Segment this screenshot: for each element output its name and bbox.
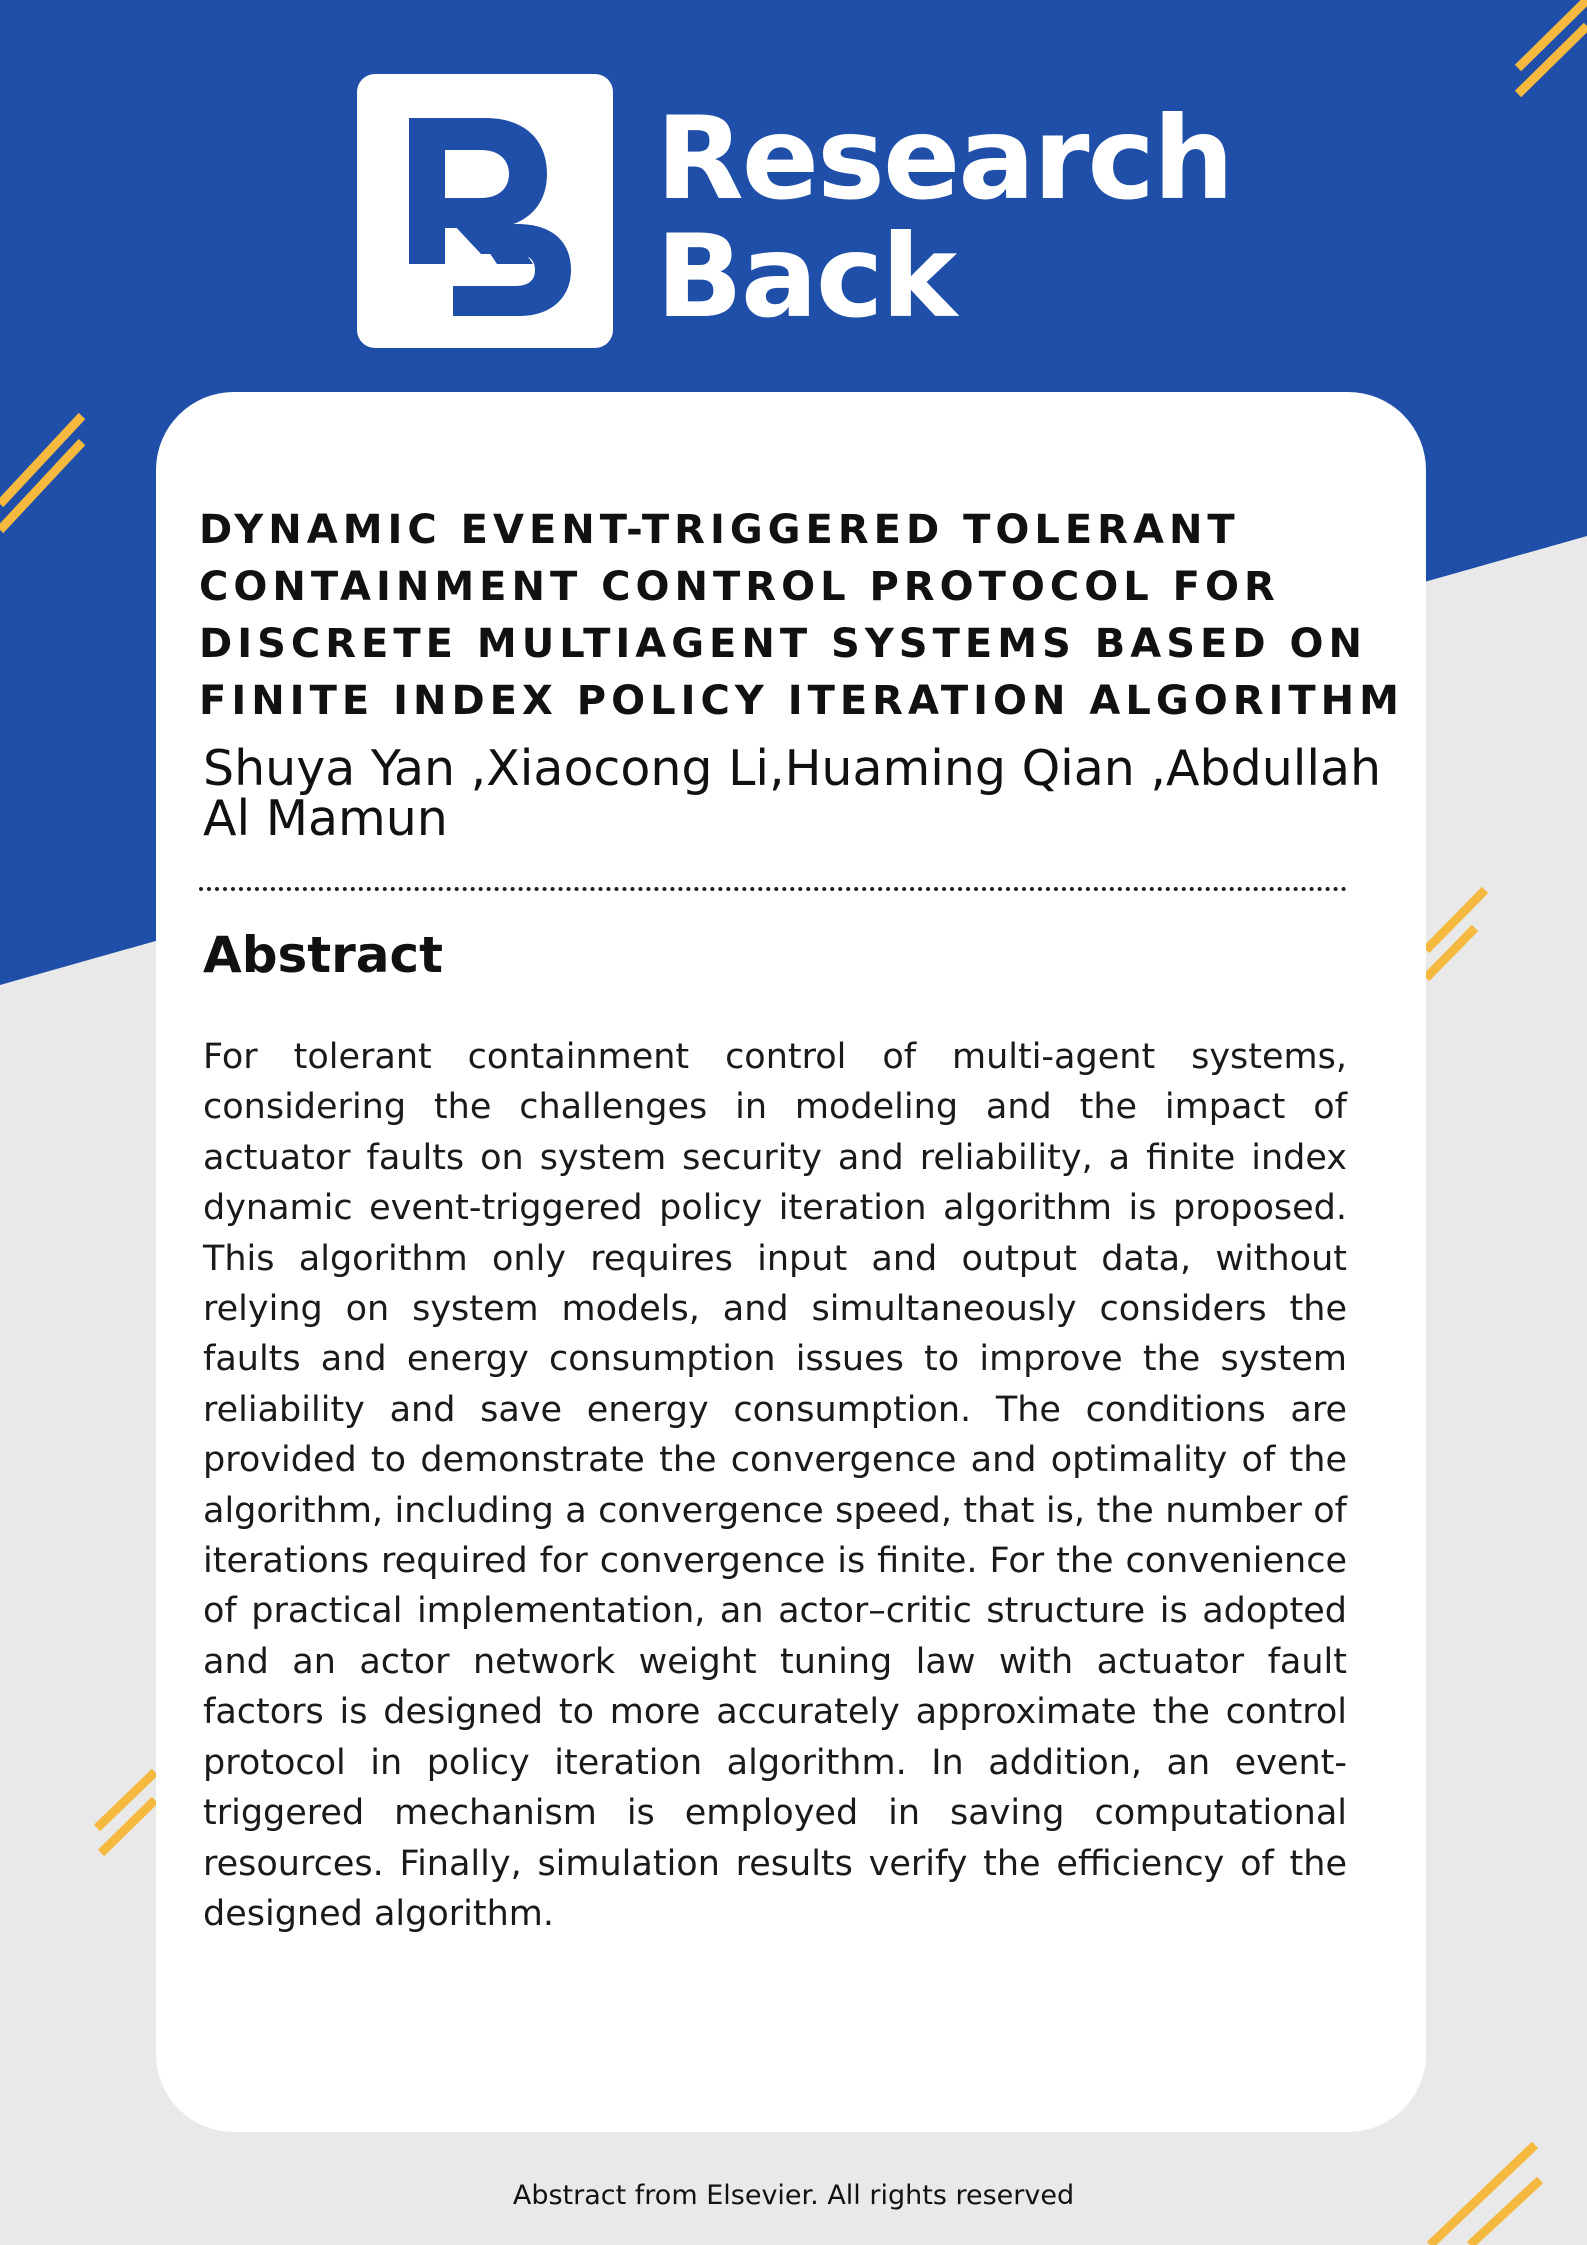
rb-monogram-icon (357, 74, 613, 348)
footer-copyright: Abstract from Elsevier. All rights reserved (512, 2180, 1075, 2211)
article-title: DYNAMIC EVENT-TRIGGERED TOLERANT CONTAINMENT CONTROL PROTOCOL FOR DISCRETE MULTIAGENT SYSTEMS BASED ON FINITE INDEX POLICY ITERATION ALGORITHM (199, 507, 1404, 724)
brand-name-line2: Back (656, 210, 956, 343)
logo (357, 74, 613, 348)
accent-stripes-left-lower (97, 1772, 155, 1853)
brand-name (656, 92, 1233, 343)
accent-stripes-right-middle (1426, 890, 1485, 978)
dotted-divider (199, 887, 1347, 891)
abstract-text: For tolerant containment control of multi-agent systems, considering the challenges in modeling and the impact of actuator faults on system security and reliability, a finite index dynamic event-triggered policy iteration algorithm is proposed. This algorithm only requires input and output data, without relying on system models, and simultaneously considers the faults and energy consumption issues to improve the system reliability and save energy consumption. The conditions are provided to demonstrate the convergence and optimality of the algorithm, including a convergence speed, that is, the number of iterations required for convergence is finite. For the convenience of practical implementation, an actor–critic structure is adopted and an actor network weight tuning law with actuator fault factors is designed to more accurately approximate the control protocol in policy iteration algorithm. In addition, an event-triggered mechanism is employed in saving computational resources. Finally, simulation results verify the efficiency of the designed algorithm. (203, 1037, 1347, 1934)
article-authors: Shuya Yan ,Xiaocong Li,Huaming Qian ,Abdullah Al Mamun (203, 740, 1382, 847)
brand-name-line1: Research (656, 92, 1233, 225)
abstract-heading: Abstract (203, 926, 444, 984)
